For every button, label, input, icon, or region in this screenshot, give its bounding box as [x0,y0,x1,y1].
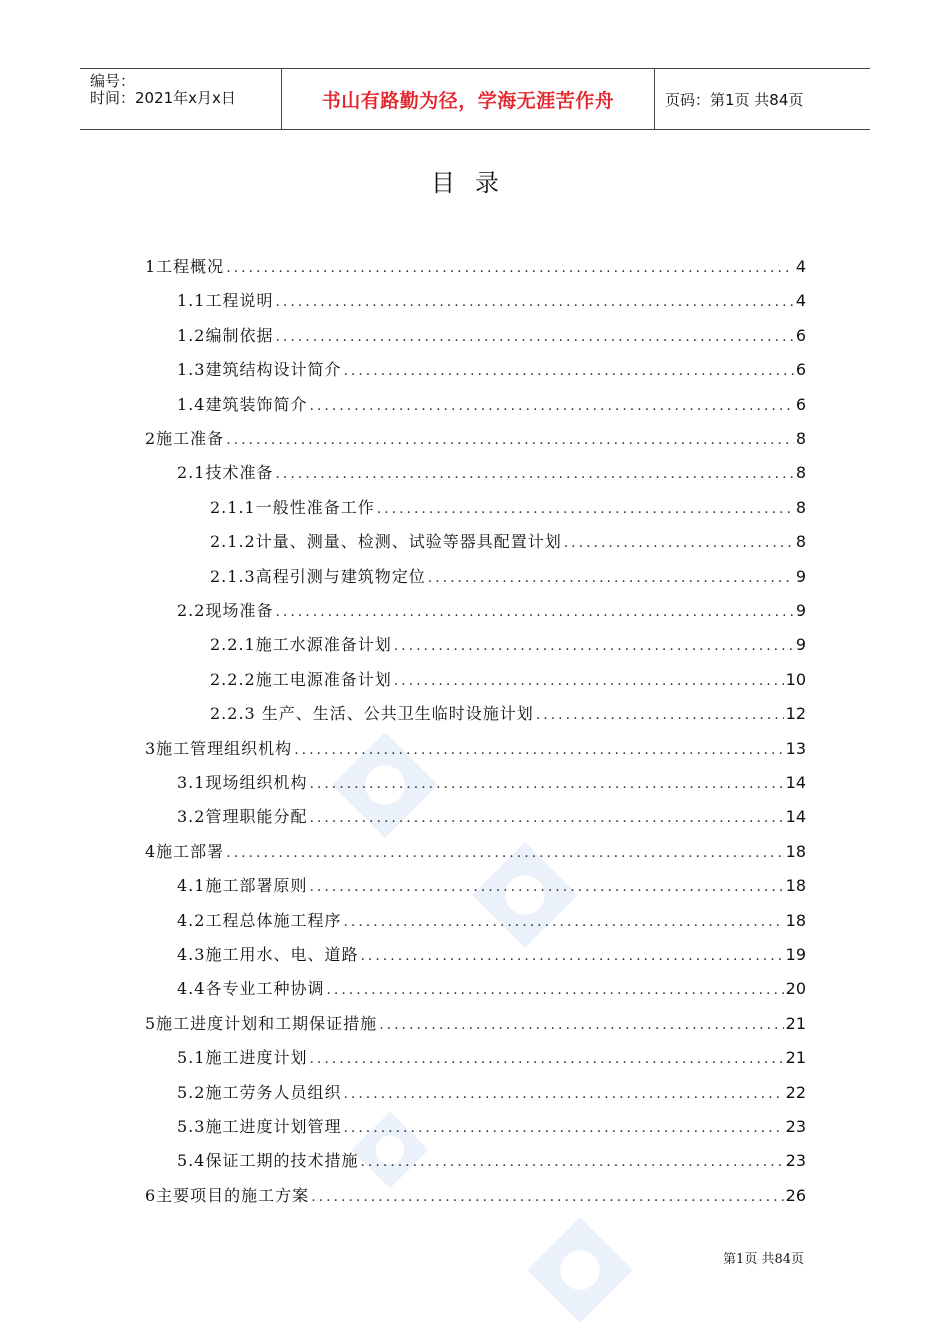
toc-leader-dots [275,285,793,319]
header-number: 编号： [90,72,136,90]
toc-leader-dots [377,492,794,526]
toc-leader-dots [394,629,794,663]
toc-entry-page: 8 [795,463,806,483]
toc-entry-page: 13 [785,738,806,758]
toc-entry[interactable] [145,835,806,869]
toc-leader-dots [326,973,783,1007]
toc-leader-dots [309,389,793,423]
toc-leader-dots [309,870,783,904]
toc-leader-dots [275,457,793,491]
toc-entry-label: 3.2管理职能分配 [177,807,308,827]
toc-entry[interactable] [177,1110,806,1144]
toc-leader-dots [428,561,794,595]
toc-leader-dots [564,526,794,560]
toc-entry[interactable] [210,525,806,559]
toc-entry[interactable] [210,697,806,731]
page-title: 目录 [431,169,519,197]
toc-entry[interactable] [145,422,806,456]
toc-entry[interactable] [177,904,806,938]
toc-entry-page: 14 [785,773,806,792]
toc-entry-label: 2.1.2计量、测量、检测、试验等器具配置计划 [210,532,562,552]
toc-entry[interactable] [177,1041,806,1075]
watermark-logo-icon [525,1215,635,1325]
toc-entry-label: 5施工进度计划和工期保证措施 [145,1013,378,1033]
toc-entry[interactable] [177,800,806,834]
toc-entry[interactable] [177,353,806,387]
toc-leader-dots [309,801,783,835]
toc-entry[interactable] [210,491,806,525]
toc-entry-label: 1.4建筑装饰简介 [177,394,308,414]
toc-entry-label: 6主要项目的施工方案 [145,1185,310,1205]
toc-entry-page: 26 [785,1185,806,1205]
toc-entry[interactable] [177,388,806,422]
toc-entry-label: 4.4各专业工种协调 [177,979,325,999]
toc-leader-dots [360,939,783,973]
header-time: 时间：2021年x月x日 [90,89,236,107]
toc-entry-label: 1工程概况 [145,257,225,276]
toc-entry-page: 9 [795,566,806,586]
toc-entry-label: 5.4保证工期的技术措施 [177,1151,359,1171]
toc-entry-label: 2.2.3 生产、生活、公共卫生临时设施计划 [210,704,534,724]
toc-leader-dots [309,1042,783,1076]
toc-entry[interactable] [177,594,806,628]
toc-entry-page: 4 [795,291,806,311]
toc-entry-page: 6 [795,325,806,345]
toc-entry[interactable] [145,1179,806,1213]
toc-entry[interactable] [210,628,806,662]
toc-entry[interactable] [177,456,806,490]
toc-entry[interactable] [145,250,806,284]
toc-leader-dots [226,836,783,870]
toc-leader-dots [226,251,794,285]
page-header [80,68,870,130]
header-page: 页码：第1页 共84页 [665,90,804,109]
toc-leader-dots [343,1077,783,1111]
toc-leader-dots [275,595,793,629]
page-footer: 第1页 共84页 [723,1252,804,1267]
toc-entry-page: 10 [785,669,806,689]
toc-leader-dots [311,1180,783,1214]
toc-leader-dots [343,905,783,939]
toc-entry[interactable] [177,972,806,1006]
toc-entry-page: 23 [785,1151,806,1171]
toc-entry[interactable] [177,319,806,353]
toc-entry-label: 2.2.2施工电源准备计划 [210,669,392,689]
toc-entry-page: 14 [785,807,806,827]
toc-entry[interactable] [177,284,806,318]
toc-leader-dots [360,1145,783,1179]
toc-entry-label: 3施工管理组织机构 [145,738,293,758]
toc-entry-label: 2.2.1施工水源准备计划 [210,635,392,655]
toc-entry-label: 4施工部署 [145,841,225,861]
toc-entry-label: 2.1技术准备 [177,463,274,483]
toc-entry-label: 2.1.1一般性准备工作 [210,497,375,517]
toc-entry[interactable] [145,1007,806,1041]
toc-entry[interactable] [210,663,806,697]
toc-leader-dots [379,1008,783,1042]
toc-entry-label: 4.1施工部署原则 [177,876,308,896]
toc-entry-label: 3.1现场组织机构 [177,773,308,792]
toc-entry-page: 6 [795,394,806,414]
toc-leader-dots [226,423,794,457]
toc-entry[interactable] [177,766,806,800]
toc-entry-page: 8 [795,429,806,448]
toc-entry-label: 1.1工程说明 [177,291,274,311]
toc-entry-label: 2施工准备 [145,429,225,448]
toc-entry-label: 2.2现场准备 [177,601,274,620]
toc-entry-page: 18 [785,910,806,930]
toc-leader-dots [343,354,793,388]
toc-entry-page: 21 [785,1013,806,1033]
toc-entry-page: 21 [785,1048,806,1068]
toc-leader-dots [294,733,783,767]
toc-entry-label: 1.2编制依据 [177,325,274,345]
toc-entry-label: 4.3施工用水、电、道路 [177,945,359,964]
toc-entry-page: 6 [795,360,806,380]
toc-entry[interactable] [210,560,806,594]
toc-entry-page: 9 [795,601,806,620]
toc-leader-dots [536,698,784,732]
toc-leader-dots [394,664,784,698]
header-motto: 书山有路勤为径，学海无涯苦作舟 [281,69,655,129]
toc-entry-page: 22 [785,1082,806,1102]
toc-leader-dots [275,320,793,354]
toc-leader-dots [309,767,783,801]
header-info [80,69,281,129]
toc-entry[interactable] [145,732,806,766]
toc-entry-label: 4.2工程总体施工程序 [177,910,342,930]
toc-leader-dots [343,1111,783,1145]
toc-entry-label: 5.1施工进度计划 [177,1048,308,1068]
toc-entry-label: 1.3建筑结构设计简介 [177,360,342,380]
toc-entry-page: 4 [795,257,806,276]
toc-entry-page: 20 [785,979,806,999]
toc-entry-page: 8 [795,532,806,552]
toc-entry-page: 12 [785,704,806,724]
toc-entry[interactable] [177,938,806,972]
toc-entry-label: 5.2施工劳务人员组织 [177,1082,342,1102]
toc-entry-page: 9 [795,635,806,655]
toc-entry-page: 23 [785,1117,806,1136]
toc-entry[interactable] [177,1076,806,1110]
toc-entry[interactable] [177,869,806,903]
toc-entry-page: 8 [795,497,806,517]
toc-entry-label: 2.1.3高程引测与建筑物定位 [210,566,426,586]
toc-entry-page: 19 [785,945,806,964]
toc-entry-label: 5.3施工进度计划管理 [177,1117,342,1136]
toc-entry-page: 18 [785,841,806,861]
toc-entry[interactable] [177,1144,806,1178]
toc-entry-page: 18 [785,876,806,896]
